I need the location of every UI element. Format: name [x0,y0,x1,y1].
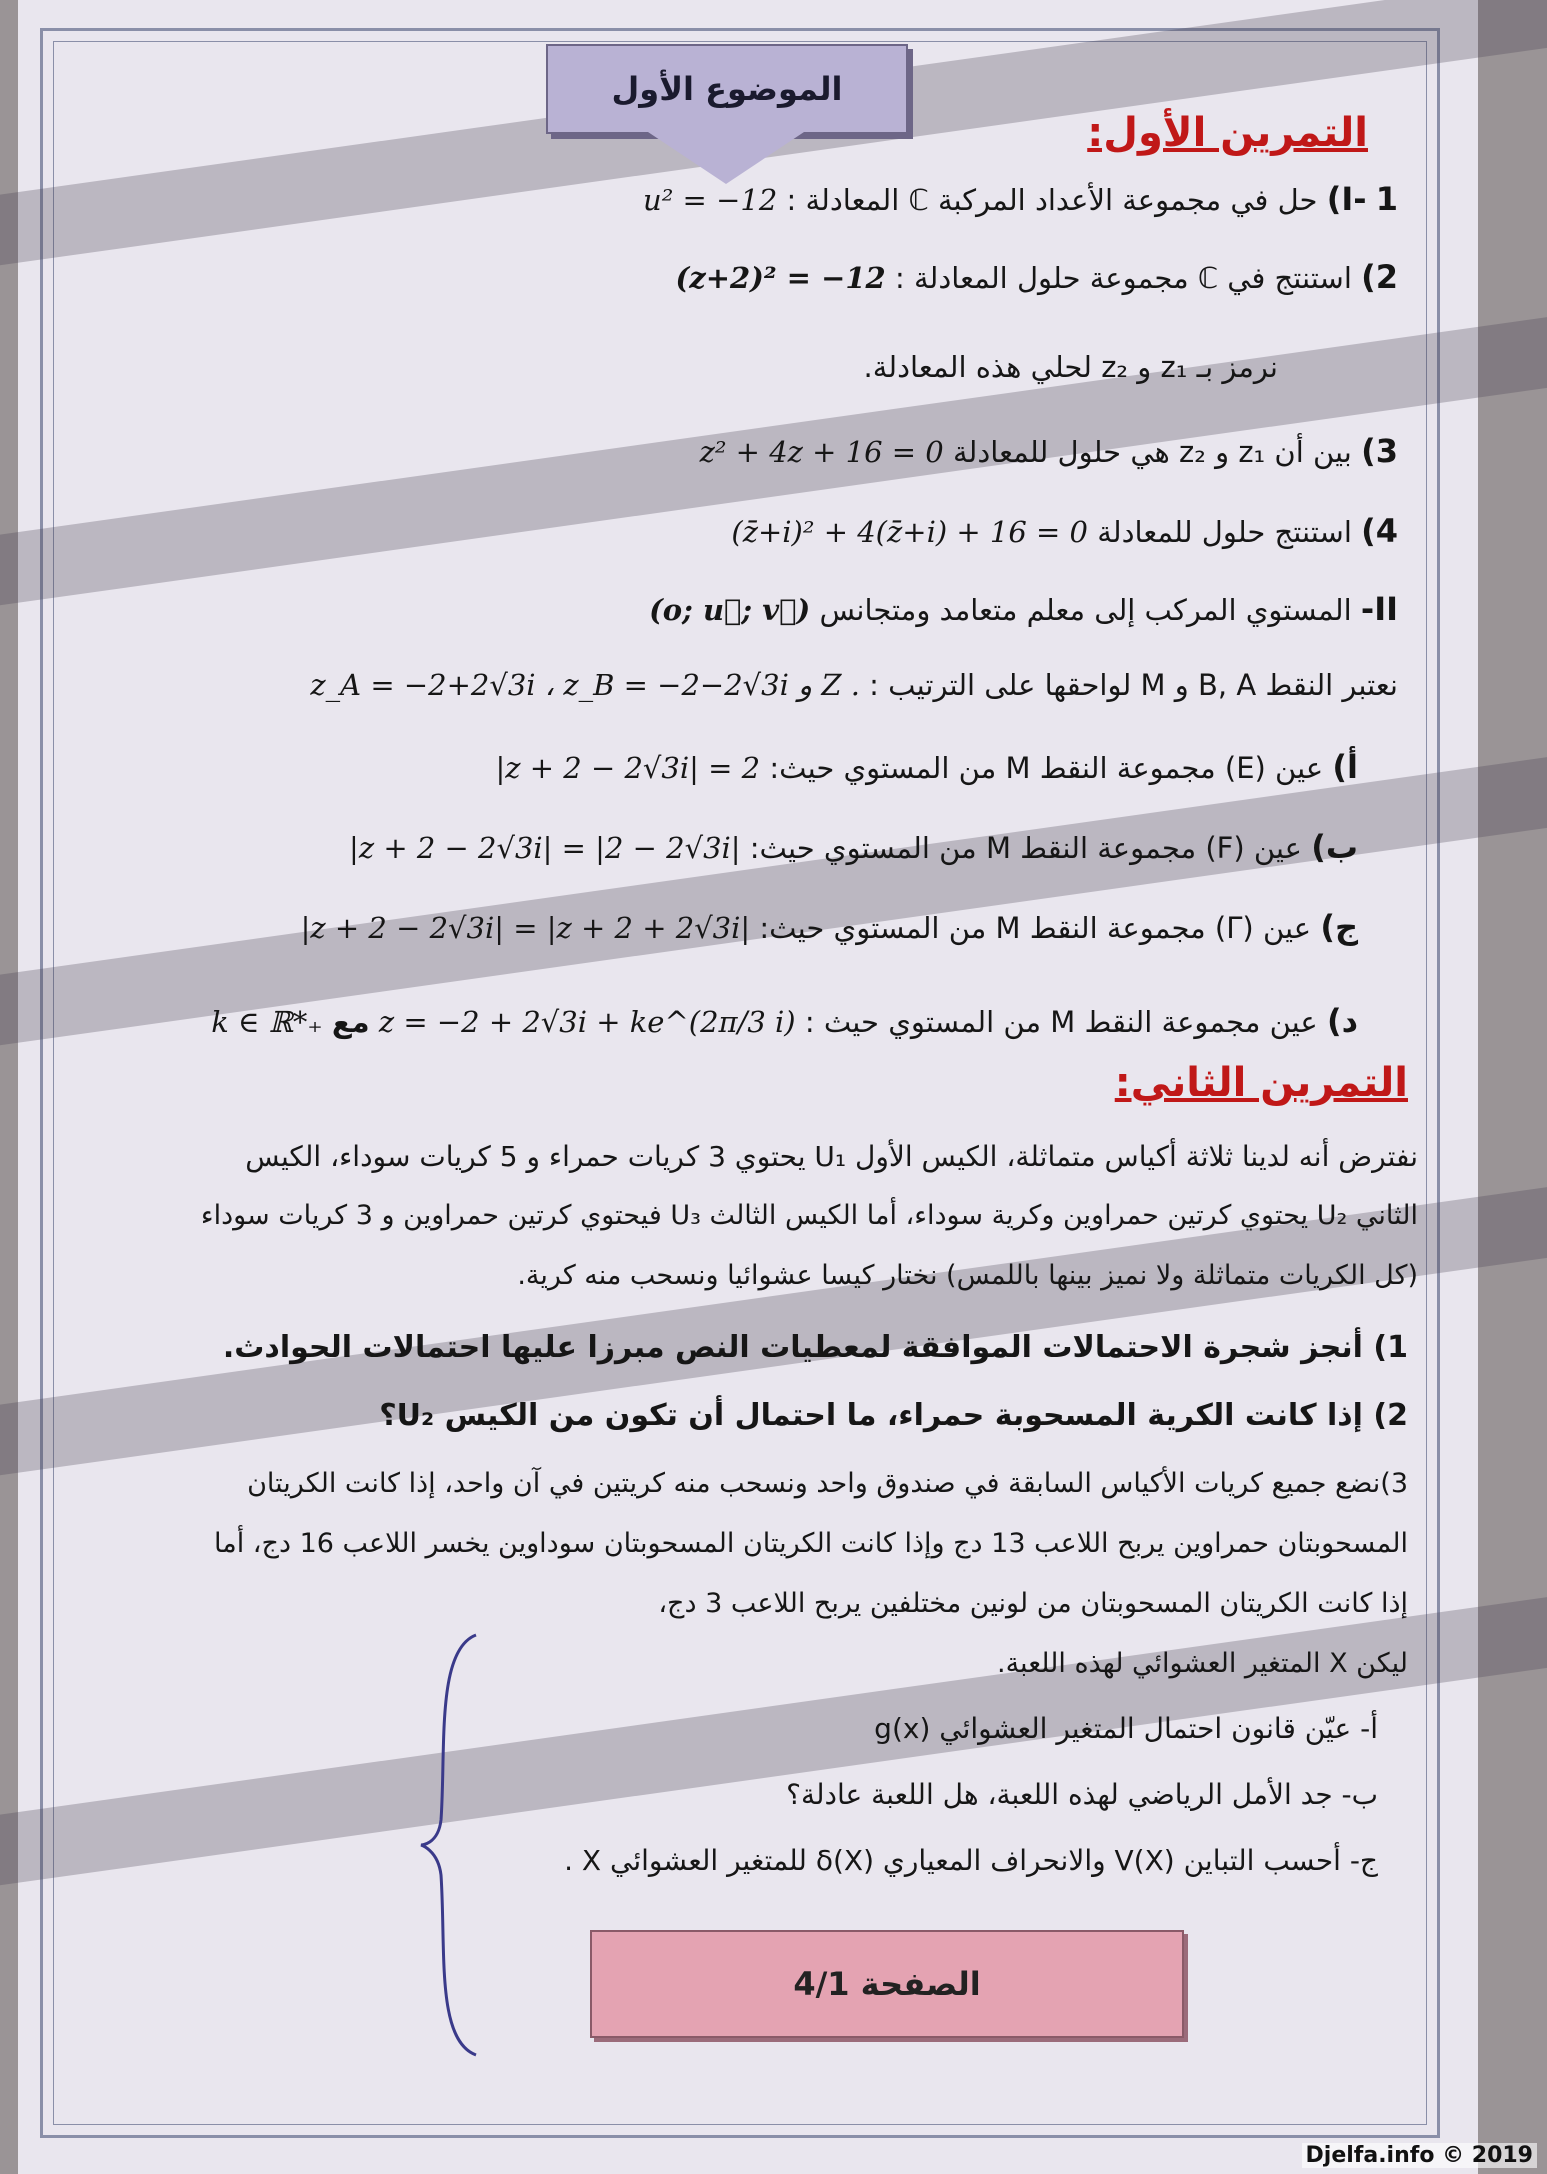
ex1-q4: 4) استنتج حلول للمعادلة (z̄+i)² + 4(z̄+i) + 16 = 0 [731,512,1398,550]
ex2-qc: ج- أحسب التباين V(X) والانحراف المعياري δ(X) للمتغير العشوائي X . [564,1844,1378,1877]
ex1-q2-note: نرمز بـ z₁ و z₂ لحلي هذه المعادلة. [863,350,1278,384]
ex1-qa: أ) عين (E) مجموعة النقط M من المستوي حيث: |z + 2 − 2√3i| = 2 [495,748,1358,786]
ex1-part2-points: نعتبر النقط B, A و M لواحقها على الترتيب : z_A = −2+2√3i ، z_B = −2−2√3i و Z . [310,668,1398,702]
ex2-intro-3: (كل الكريات متماثلة ولا نميز بينها باللمس) نختار كيسا عشوائيا ونسحب منه كرية. [517,1260,1418,1291]
ex1-part2-intro: II- المستوي المركب إلى معلم متعامد ومتجانس (o; u⃗; v⃗) [649,590,1398,628]
ex1-q3: 3) بين أن z₁ و z₂ هي حلول للمعادلة z² + 4z + 16 = 0 [699,432,1398,470]
exercise1-heading: التمرين الأول: [1087,110,1368,156]
ex2-q3-line4: ليكن X المتغير العشوائي لهذه اللعبة. [996,1648,1408,1679]
ex1-qc: ج) عين (Γ) مجموعة النقط M من المستوي حيث: |z + 2 − 2√3i| = |z + 2 + 2√3i| [300,908,1358,946]
exercise2-heading: التمرين الثاني: [1114,1060,1408,1106]
page-title: الموضوع الأول [546,44,908,134]
ex2-qb: ب- جد الأمل الرياضي لهذه اللعبة، هل اللعبة عادلة؟ [786,1778,1378,1811]
ex1-qb: ب) عين (F) مجموعة النقط M من المستوي حيث: |z + 2 − 2√3i| = |2 − 2√3i| [349,828,1358,866]
ex2-q2: 2) إذا كانت الكرية المسحوبة حمراء، ما احتمال أن تكون من الكيس U₂؟ [379,1398,1408,1433]
ex2-intro-2: الثاني U₂ يحتوي كرتين حمراوين وكرية سوداء، أما الكيس الثالث U₃ فيحتوي كرتين حمراوين و 3 كريات سوداء [200,1200,1418,1231]
watermark: Djelfa.info © 2019 [1302,2143,1537,2168]
ex2-intro-1: نفترض أنه لدينا ثلاثة أكياس متماثلة، الكيس الأول U₁ يحتوي 3 كريات حمراء و 5 كريات سوداء، الكيس [245,1140,1418,1173]
title-arrow-icon [648,132,804,184]
handwritten-brace-icon [416,1630,486,2060]
ex2-q3-line3: إذا كانت الكريتان المسحوبتان من لونين مختلفين يربح اللاعب 3 دج، [658,1588,1408,1619]
ex2-qa: أ- عيّن قانون احتمال المتغير العشوائي g(x) [874,1712,1378,1745]
ex1-q1: I- 1) حل في مجموعة الأعداد المركبة ℂ المعادلة : u² = −12 [643,180,1398,218]
ex1-qd: د) عين مجموعة النقط M من المستوي حيث : z = −2 + 2√3i + ke^(2π/3 i) مع k ∈ ℝ*₊ [211,1002,1358,1040]
ex2-q1: 1) أنجز شجرة الاحتمالات الموافقة لمعطيات النص مبرزا عليها احتمالات الحوادث. [222,1330,1408,1365]
ex1-q2: 2) استنتج في ℂ مجموعة حلول المعادلة : (z+2)² = −12 [675,258,1398,296]
ex2-q3-line1: 3)نضع جميع كريات الأكياس السابقة في صندوق واحد ونسحب منه كريتين في آن واحد، إذا كانت الكريتان [247,1468,1408,1499]
ex2-q3-line2: المسحوبتان حمراوين يربح اللاعب 13 دج وإذا كانت الكريتان المسحوبتان سوداوين يخسر اللاعب 16 دج، أما [214,1528,1408,1559]
page-footer: الصفحة 4/1 [590,1930,1184,2038]
exam-sheet [18,0,1478,2174]
